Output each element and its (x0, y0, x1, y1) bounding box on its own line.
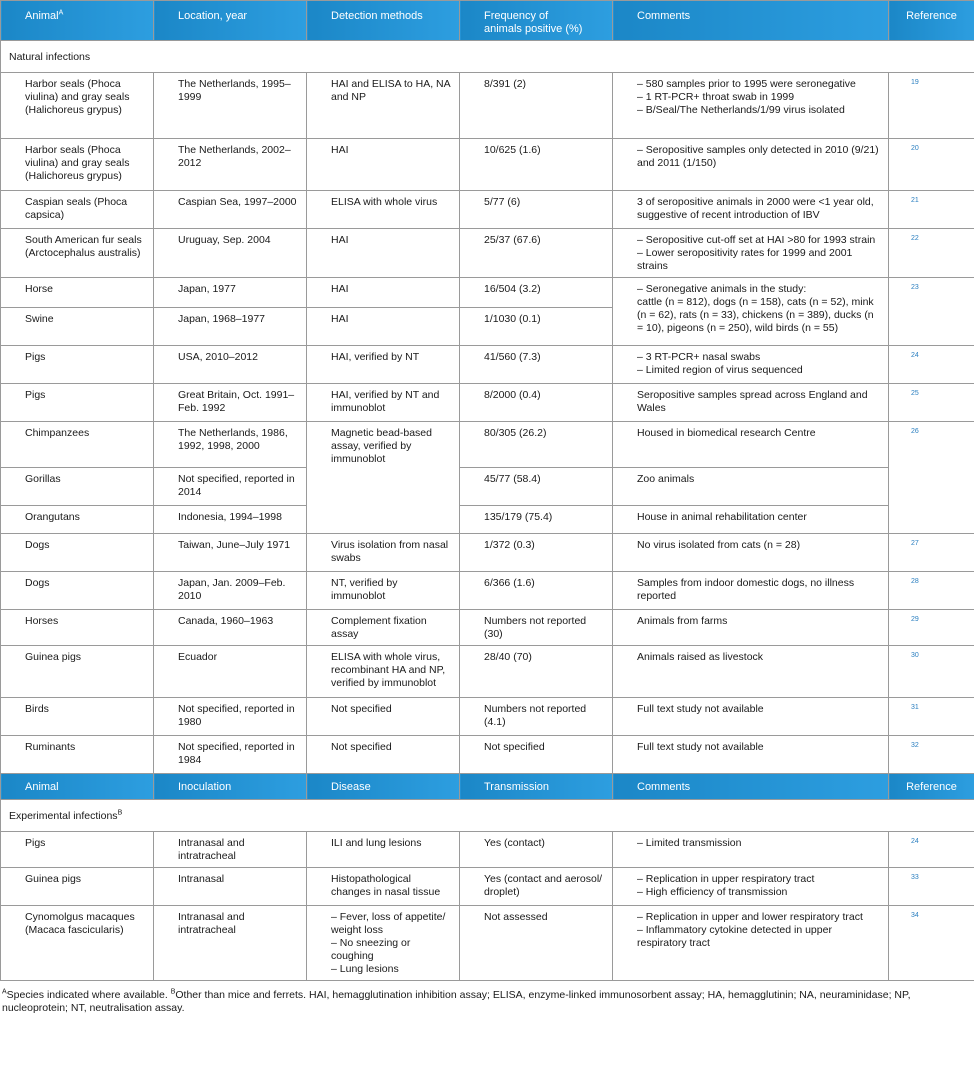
reference-cell: 30 (889, 646, 974, 698)
comments-cell (613, 278, 889, 346)
table-row (1, 832, 974, 868)
table-row (1, 384, 974, 422)
comments-cell: Full text study not available (613, 698, 889, 736)
comment-list (637, 873, 882, 899)
detection-cell: Not specified (307, 736, 460, 774)
table-row (1, 229, 974, 278)
animal-cell: Dogs (1, 534, 154, 572)
location-cell: Not specified, reported in 2014 (154, 468, 307, 506)
comments-cell: Animals raised as livestock (613, 646, 889, 698)
section-natural-infections: Natural infections (1, 41, 974, 73)
location-cell: Ecuador (154, 646, 307, 698)
location-cell: The Netherlands, 2002–2012 (154, 139, 307, 191)
comments-cell: Seropositive samples spread across England and Wales (613, 384, 889, 422)
table-row (1, 506, 974, 534)
comments-cell: 3 of seropositive animals in 2000 were <1 year old, suggestive of recent introduction of IBV (613, 191, 889, 229)
table-row (1, 572, 974, 610)
comment-item: – Replication in upper respiratory tract (637, 873, 882, 886)
location-cell: Caspian Sea, 1997–2000 (154, 191, 307, 229)
table-footnote: $^A$Species indicated where available. $^B$Other than mice and ferrets. HAI, hemagglutination inhibition assay; ELISA, enzyme-linked immunosorbent assay; HA, hemagglutinin; NA, neuraminidase; NP, nucleoprotein; NT, neutralisation assay. (2, 988, 911, 1014)
animal-cell: Guinea pigs (1, 868, 154, 906)
frequency-cell: 45/77 (58.4) (460, 468, 613, 506)
table-row (1, 346, 974, 384)
table-row (1, 422, 974, 468)
location-cell: Not specified, reported in 1980 (154, 698, 307, 736)
table-header-row (1, 1, 974, 41)
comment-item: – 580 samples prior to 1995 were seronegative (637, 78, 882, 91)
comment-list (637, 283, 882, 296)
comments-cell: Zoo animals (613, 468, 889, 506)
detection-cell: NT, verified by immunoblot (307, 572, 460, 610)
reference-cell: 23 (889, 278, 974, 346)
location-cell: Japan, 1977 (154, 278, 307, 308)
comment-list (637, 144, 882, 170)
table-row (1, 698, 974, 736)
frequency-cell: 8/2000 (0.4) (460, 384, 613, 422)
section-row (1, 800, 974, 832)
table-row (1, 868, 974, 906)
animal-cell: Horses (1, 610, 154, 646)
reference-cell: 31 (889, 698, 974, 736)
animal-cell: Cynomolgus macaques (Macaca fascicularis) (1, 906, 154, 981)
location-cell: The Netherlands, 1986, 1992, 1998, 2000 (154, 422, 307, 468)
comment-item: – No sneezing or coughing (331, 937, 453, 963)
comment-item: – Seropositive samples only detected in 2010 (9/21) and 2011 (1/150) (637, 144, 882, 170)
frequency-cell: 6/366 (1.6) (460, 572, 613, 610)
comment-item: – Lower seropositivity rates for 1999 and 2001 strains (637, 247, 882, 273)
reference-cell: 19 (889, 73, 974, 139)
reference-cell: 27 (889, 534, 974, 572)
header-location: Location, year (154, 1, 307, 41)
detection-cell: HAI (307, 308, 460, 346)
comment-list (637, 911, 882, 950)
animal-cell: Birds (1, 698, 154, 736)
reference-cell: 22 (889, 229, 974, 278)
comments-cell (613, 229, 889, 278)
header2-comments: Comments (613, 774, 889, 800)
header-comments: Comments (613, 1, 889, 41)
header-reference: Reference (889, 1, 974, 41)
comments-cell (613, 73, 889, 139)
table-row (1, 534, 974, 572)
table-row (1, 73, 974, 139)
location-cell: Japan, Jan. 2009–Feb. 2010 (154, 572, 307, 610)
transmission-cell: Not assessed (460, 906, 613, 981)
reference-cell: 34 (889, 906, 974, 981)
location-cell: The Netherlands, 1995–1999 (154, 73, 307, 139)
location-cell: Uruguay, Sep. 2004 (154, 229, 307, 278)
comment-item: – High efficiency of transmission (637, 886, 882, 899)
comment-list (637, 351, 882, 377)
comment-item: – 3 RT-PCR+ nasal swabs (637, 351, 882, 364)
reference-cell: 24 (889, 832, 974, 868)
table-row (1, 610, 974, 646)
frequency-cell: Not specified (460, 736, 613, 774)
comments-cell: Full text study not available (613, 736, 889, 774)
detection-cell: Magnetic bead-based assay, verified by immunoblot (307, 422, 460, 534)
animal-cell: Orangutans (1, 506, 154, 534)
comments-cell (613, 832, 889, 868)
frequency-cell: 135/179 (75.4) (460, 506, 613, 534)
location-cell: USA, 2010–2012 (154, 346, 307, 384)
animal-cell: Dogs (1, 572, 154, 610)
location-cell: Canada, 1960–1963 (154, 610, 307, 646)
disease-cell: Histopathological changes in nasal tissue (307, 868, 460, 906)
frequency-cell: 5/77 (6) (460, 191, 613, 229)
comment-list (637, 78, 882, 117)
comment-item: – 1 RT-PCR+ throat swab in 1999 (637, 91, 882, 104)
table-row (1, 468, 974, 506)
disease-cell: ILI and lung lesions (307, 832, 460, 868)
animal-cell: Pigs (1, 384, 154, 422)
comment-item: – Replication in upper and lower respiratory tract (637, 911, 882, 924)
header2-disease: Disease (307, 774, 460, 800)
table-row (1, 191, 974, 229)
comment-list (637, 837, 882, 850)
animal-cell: Pigs (1, 832, 154, 868)
comments-cell: No virus isolated from cats (n = 28) (613, 534, 889, 572)
animal-cell: Guinea pigs (1, 646, 154, 698)
animal-cell: Pigs (1, 346, 154, 384)
table-row (1, 736, 974, 774)
frequency-cell: Numbers not reported (30) (460, 610, 613, 646)
reference-cell: 29 (889, 610, 974, 646)
table-row (1, 646, 974, 698)
comment-item: – Lung lesions (331, 963, 453, 976)
header2-reference: Reference (889, 774, 974, 800)
location-cell: Indonesia, 1994–1998 (154, 506, 307, 534)
comment-detail: cattle (n = 812), dogs (n = 158), cats (n = 52), mink (n = 62), rats (n = 33), chickens (n = 389), ducks (n = 10), pigeons (n = 250), wild birds (n = 55) (637, 296, 874, 334)
reference-cell: 24 (889, 346, 974, 384)
location-cell: Not specified, reported in 1984 (154, 736, 307, 774)
animal-cell: Ruminants (1, 736, 154, 774)
detection-cell: HAI (307, 139, 460, 191)
comments-cell (613, 906, 889, 981)
detection-cell: Not specified (307, 698, 460, 736)
animal-cell: Harbor seals (Phoca viulina) and gray seals (Halichoreus grypus) (1, 73, 154, 139)
animal-cell: Harbor seals (Phoca viulina) and gray seals (Halichoreus grypus) (1, 139, 154, 191)
frequency-cell: 8/391 (2) (460, 73, 613, 139)
reference-cell: 20 (889, 139, 974, 191)
reference-cell: 32 (889, 736, 974, 774)
header2-transmission: Transmission (460, 774, 613, 800)
comments-cell: Animals from farms (613, 610, 889, 646)
reference-cell: 21 (889, 191, 974, 229)
transmission-cell: Yes (contact) (460, 832, 613, 868)
table-row (1, 906, 974, 981)
reference-cell: 28 (889, 572, 974, 610)
detection-cell: HAI, verified by NT (307, 346, 460, 384)
section-row (1, 41, 974, 73)
comments-cell: House in animal rehabilitation center (613, 506, 889, 534)
comment-list (331, 911, 453, 976)
table-row (1, 139, 974, 191)
detection-cell: HAI, verified by NT and immunoblot (307, 384, 460, 422)
comments-cell: Housed in biomedical research Centre (613, 422, 889, 468)
animal-cell: Chimpanzees (1, 422, 154, 468)
inoculation-cell: Intranasal and intratracheal (154, 832, 307, 868)
transmission-cell: Yes (contact and aerosol/ droplet) (460, 868, 613, 906)
comment-item: – Inflammatory cytokine detected in upper respiratory tract (637, 924, 882, 950)
detection-cell: HAI and ELISA to HA, NA and NP (307, 73, 460, 139)
comments-cell (613, 346, 889, 384)
frequency-cell: 1/372 (0.3) (460, 534, 613, 572)
header-detection: Detection methods (307, 1, 460, 41)
frequency-cell: 16/504 (3.2) (460, 278, 613, 308)
comments-cell (613, 139, 889, 191)
table-row (1, 278, 974, 308)
location-cell: Japan, 1968–1977 (154, 308, 307, 346)
detection-cell: HAI (307, 229, 460, 278)
frequency-cell: 41/560 (7.3) (460, 346, 613, 384)
comments-cell (613, 868, 889, 906)
reference-cell: 25 (889, 384, 974, 422)
comment-list (637, 234, 882, 273)
header2-inoculation: Inoculation (154, 774, 307, 800)
reference-cell: 26 (889, 422, 974, 534)
inoculation-cell: Intranasal and intratracheal (154, 906, 307, 981)
frequency-cell: 25/37 (67.6) (460, 229, 613, 278)
comment-item: – Limited region of virus sequenced (637, 364, 882, 377)
location-cell: Great Britain, Oct. 1991–Feb. 1992 (154, 384, 307, 422)
disease-cell (307, 906, 460, 981)
header-animal: Animal$^A$ (1, 1, 154, 41)
comment-item: – Seronegative animals in the study: (637, 283, 882, 296)
animal-cell: Swine (1, 308, 154, 346)
comment-item: – B/Seal/The Netherlands/1/99 virus isolated (637, 104, 882, 117)
animal-cell: Horse (1, 278, 154, 308)
frequency-cell: 1/1030 (0.1) (460, 308, 613, 346)
inoculation-cell: Intranasal (154, 868, 307, 906)
reference-cell: 33 (889, 868, 974, 906)
location-cell: Taiwan, June–July 1971 (154, 534, 307, 572)
frequency-cell: 10/625 (1.6) (460, 139, 613, 191)
animal-cell: Caspian seals (Phoca capsica) (1, 191, 154, 229)
detection-cell: ELISA with whole virus (307, 191, 460, 229)
header-frequency: Frequency of animals positive (%) (460, 1, 613, 41)
detection-cell: Complement fixation assay (307, 610, 460, 646)
frequency-cell: Numbers not reported (4.1) (460, 698, 613, 736)
comment-item: – Fever, loss of appetite/ weight loss (331, 911, 453, 937)
comment-item: – Seropositive cut-off set at HAI >80 for 1993 strain (637, 234, 882, 247)
section-experimental-infections: Experimental infections$^B$ (1, 800, 974, 832)
detection-cell: Virus isolation from nasal swabs (307, 534, 460, 572)
animal-cell: South American fur seals (Arctocephalus australis) (1, 229, 154, 278)
comments-cell: Samples from indoor domestic dogs, no illness reported (613, 572, 889, 610)
header2-animal: Animal (1, 774, 154, 800)
animal-cell: Gorillas (1, 468, 154, 506)
table-header-row-2 (1, 774, 974, 800)
frequency-cell: 28/40 (70) (460, 646, 613, 698)
detection-cell: HAI (307, 278, 460, 308)
frequency-cell: 80/305 (26.2) (460, 422, 613, 468)
comment-item: – Limited transmission (637, 837, 882, 850)
detection-cell: ELISA with whole virus, recombinant HA and NP, verified by immunoblot (307, 646, 460, 698)
